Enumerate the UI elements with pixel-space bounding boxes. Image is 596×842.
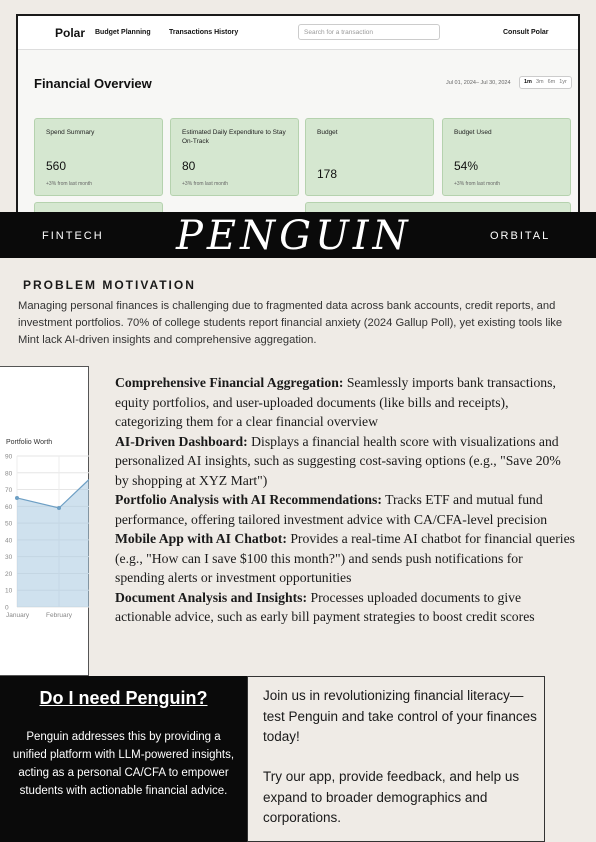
chart-y-tick: 0 (5, 604, 9, 612)
section-heading: PROBLEM MOTIVATION (23, 278, 196, 292)
consult-link[interactable]: Consult Polar (503, 29, 549, 36)
title-banner (0, 212, 596, 258)
cta-panel (0, 676, 247, 842)
nav-budget-planning[interactable]: Budget Planning (95, 29, 151, 36)
app-logo[interactable]: Polar (55, 26, 86, 40)
feature-item (115, 490, 575, 529)
feature-title: Portfolio Analysis with AI Recommendations: (115, 492, 382, 507)
feature-text: Provides a real-time AI chatbot for financial queries (e.g., "How can I save $100 this month?") and sends push notifications for spending alerts or investment opportunities (115, 531, 575, 585)
feature-item (115, 588, 575, 627)
chart-y-tick: 50 (5, 520, 13, 528)
chart-title: Portfolio Worth (6, 439, 53, 446)
card-budget (305, 118, 434, 196)
range-toggle[interactable] (519, 76, 572, 89)
card-label: Estimated Daily Expenditure to Stay On-Track (182, 129, 286, 145)
nav-transactions-history[interactable]: Transactions History (169, 29, 239, 36)
card-value: 80 (182, 159, 196, 173)
card-stub (34, 202, 163, 212)
chart-point (15, 496, 19, 500)
try-text: Try our app, provide feedback, and help us expand to broader demographics and corporations. (263, 769, 520, 825)
date-range[interactable]: Jul 01, 2024– Jul 30, 2024 (446, 80, 511, 86)
card-stub (305, 202, 571, 212)
join-box (247, 676, 545, 842)
chart-y-tick: 60 (5, 503, 13, 511)
feature-text: Seamlessly imports bank transactions, equity portfolios, and user-uploaded documents (like bills and receipts), categorizing them for a clear financial overview (115, 375, 556, 429)
join-text: Join us in revolutionizing financial literacy—test Penguin and take control of your finances today! (263, 688, 537, 744)
portfolio-chart (0, 366, 89, 676)
card-budget-used (442, 118, 571, 196)
feature-title: Comprehensive Financial Aggregation: (115, 375, 344, 390)
card-label: Budget Used (454, 129, 492, 136)
chart-y-tick: 90 (5, 453, 13, 461)
chart-y-tick: 20 (5, 570, 13, 578)
app-navbar (18, 16, 578, 50)
chart-x-tick: February (46, 612, 73, 619)
app-window (18, 16, 578, 212)
feature-item (115, 432, 575, 491)
feature-item (115, 529, 575, 588)
range-option-3m[interactable]: 3m (535, 79, 544, 85)
chart-y-tick: 40 (5, 537, 13, 545)
range-option-1yr[interactable]: 1yr (559, 79, 567, 85)
search-input[interactable]: Search for a transaction (298, 24, 440, 40)
card-value: 54% (454, 159, 479, 173)
range-option-6m[interactable]: 6m (547, 79, 556, 85)
card-note: +3% from last month (46, 181, 92, 187)
motivation-text: Managing personal finances is challenging due to fragmented data across bank accounts, credit reports, and investment portfolios. 70% of college students report financial anxiety (2024 Gallup Poll), yet existing tools like Mint lack AI-driven insights and comprehensive aggregation. (18, 300, 563, 346)
range-option-1m[interactable]: 1m (524, 79, 532, 85)
card-value: 560 (46, 159, 67, 173)
cta-heading: Do I need Penguin? (39, 688, 208, 708)
feature-text: Displays a financial health score with visualizations and personalized AI insights, such as suggesting cost-saving options (e.g., "Save 20% by shopping at XYZ Mart") (115, 433, 561, 488)
chart-y-tick: 30 (5, 554, 13, 562)
card-value: 178 (317, 167, 338, 181)
chart-y-tick: 80 (5, 470, 13, 478)
feature-text: Tracks ETF and mutual fund performance, offering tailored investment advice with CA/CFA-level precision (115, 492, 548, 527)
card-label: Budget (317, 129, 338, 136)
feature-title: AI-Driven Dashboard: (115, 433, 248, 449)
feature-title: Document Analysis and Insights: (115, 589, 308, 605)
chart-x-tick: January (6, 612, 30, 619)
app-screenshot (16, 14, 580, 214)
card-note: +3% from last month (454, 181, 500, 187)
chart-svg (0, 367, 89, 677)
feature-list (115, 373, 575, 627)
cta-body: Penguin addresses this by providing a unified platform with LLM-powered insights, acting as a personal CA/CFA to empower students with actionable financial advice. (12, 731, 235, 797)
banner-orbital: ORBITAL (490, 230, 551, 242)
chart-point (57, 506, 61, 510)
page-title: Financial Overview (34, 76, 152, 91)
card-note: +3% from last month (182, 181, 228, 187)
banner-fintech: FINTECH (42, 230, 104, 242)
chart-area (17, 479, 89, 607)
chart-y-tick: 10 (5, 587, 13, 595)
card-daily-expenditure (170, 118, 299, 196)
feature-text: Processes uploaded documents to give actionable advice, such as early bill payment strategies to boost credit scores (115, 589, 535, 624)
banner-title: PENGUIN (176, 213, 412, 259)
card-spend-summary (34, 118, 163, 196)
feature-title: Mobile App with AI Chatbot: (115, 531, 287, 546)
feature-item (115, 373, 575, 432)
card-label: Spend Summary (46, 129, 95, 136)
chart-y-tick: 70 (5, 487, 13, 495)
